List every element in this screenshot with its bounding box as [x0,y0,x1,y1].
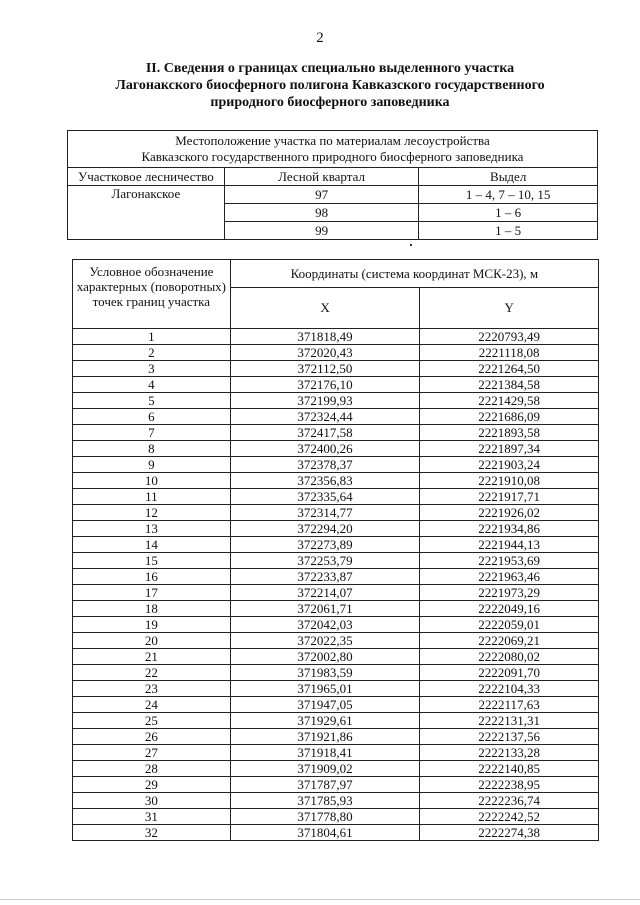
x-value: 371965,01 [230,681,420,697]
table-row [73,377,599,393]
point-number: 26 [73,729,231,745]
y-value: 2222117,63 [420,697,599,713]
table-row [73,489,599,505]
page-number: 2 [316,30,324,46]
point-number: 17 [73,585,231,601]
y-value: 2221926,02 [420,505,599,521]
coordinates-body [73,329,599,841]
point-number: 20 [73,633,231,649]
location-table [67,130,598,240]
scan-speck [410,244,412,246]
y-value: 2221963,46 [420,569,599,585]
y-value: 2221429,58 [420,393,599,409]
y-value: 2221973,29 [420,585,599,601]
y-value: 2221264,50 [420,361,599,377]
x-value: 371818,49 [230,329,420,345]
y-value: 2221893,58 [420,425,599,441]
x-value: 372253,79 [230,553,420,569]
x-value: 371983,59 [230,665,420,681]
table-row [73,633,599,649]
x-value: 372020,43 [230,345,420,361]
y-value: 2221910,08 [420,473,599,489]
point-number: 27 [73,745,231,761]
section-heading [100,60,560,111]
point-number: 19 [73,617,231,633]
point-number: 30 [73,793,231,809]
x-value: 372214,07 [230,585,420,601]
x-value: 372233,87 [230,569,420,585]
table-row [73,729,599,745]
y-value: 2222274,38 [420,825,599,841]
point-number: 9 [73,457,231,473]
y-value: 2221384,58 [420,377,599,393]
x-value: 372324,44 [230,409,420,425]
y-value: 2222236,74 [420,793,599,809]
col-header-kvartal: Лесной квартал [224,168,419,186]
heading-line-3: природного биосферного заповедника [210,95,450,110]
y-value: 2222104,33 [420,681,599,697]
x-value: 372022,35 [230,633,420,649]
table-row [73,649,599,665]
point-number: 28 [73,761,231,777]
point-number: 6 [73,409,231,425]
point-number: 18 [73,601,231,617]
kvartal-cell: 98 [224,204,419,222]
point-number: 29 [73,777,231,793]
x-value: 372335,64 [230,489,420,505]
y-value: 2222137,56 [420,729,599,745]
table-row [73,393,599,409]
x-value: 371804,61 [230,825,420,841]
table-row [73,425,599,441]
table-row [73,521,599,537]
x-value: 371929,61 [230,713,420,729]
table-row [73,777,599,793]
x-value: 371785,93 [230,793,420,809]
table-row [73,569,599,585]
location-header [68,131,598,168]
col-header-forestry: Участковое лесничество [68,168,225,186]
y-value: 2222080,02 [420,649,599,665]
page-edge [0,899,640,900]
x-value: 371778,80 [230,809,420,825]
x-value: 372417,58 [230,425,420,441]
point-number: 13 [73,521,231,537]
point-number: 31 [73,809,231,825]
x-value: 372112,50 [230,361,420,377]
x-value: 371909,02 [230,761,420,777]
table-row [73,585,599,601]
table-row [73,361,599,377]
table-row [73,553,599,569]
x-value: 372273,89 [230,537,420,553]
point-number: 15 [73,553,231,569]
table-row [73,601,599,617]
y-value: 2221934,86 [420,521,599,537]
table-row [73,505,599,521]
x-value: 372176,10 [230,377,420,393]
point-number: 5 [73,393,231,409]
y-value: 2222238,95 [420,777,599,793]
location-header-line-1: Местоположение участка по материалам лесоустройства [175,133,490,148]
location-row [68,186,598,204]
x-value: 371921,86 [230,729,420,745]
y-value: 2221118,08 [420,345,599,361]
col-header-vydel: Выдел [419,168,598,186]
x-value: 372199,93 [230,393,420,409]
y-value: 2222069,21 [420,633,599,649]
coordinates-table [72,259,599,841]
y-value: 2222131,31 [420,713,599,729]
point-number: 1 [73,329,231,345]
point-number: 10 [73,473,231,489]
y-header: Y [420,288,599,329]
kvartal-cell: 97 [224,186,419,204]
table-row [73,809,599,825]
location-header-line-2: Кавказского государственного природного биосферного заповедника [141,149,524,164]
heading-line-1: II. Сведения о границах специально выделенного участка [145,61,515,76]
table-row [73,793,599,809]
table-row [73,761,599,777]
y-value: 2221917,71 [420,489,599,505]
table-row [73,441,599,457]
point-number: 3 [73,361,231,377]
point-number: 23 [73,681,231,697]
table-row [73,665,599,681]
y-value: 2221897,34 [420,441,599,457]
kvartal-cell: 99 [224,222,419,240]
y-value: 2221903,24 [420,457,599,473]
table-row [73,409,599,425]
x-value: 372378,37 [230,457,420,473]
vydel-cell: 1 – 4, 7 – 10, 15 [419,186,598,204]
table-row [73,457,599,473]
x-value: 372061,71 [230,601,420,617]
table-row [73,537,599,553]
table-row [73,825,599,841]
point-number: 8 [73,441,231,457]
point-number: 32 [73,825,231,841]
y-value: 2222140,85 [420,761,599,777]
point-number: 24 [73,697,231,713]
table-row [73,697,599,713]
coords-header: Координаты (система координат МСК-23), м [230,260,598,288]
y-value: 2220793,49 [420,329,599,345]
x-value: 371918,41 [230,745,420,761]
table-row [73,617,599,633]
heading-line-2: Лагонакского биосферного полигона Кавказского государственного [115,78,545,93]
point-number: 7 [73,425,231,441]
point-number: 2 [73,345,231,361]
x-value: 372002,80 [230,649,420,665]
x-value: 372294,20 [230,521,420,537]
point-number: 21 [73,649,231,665]
table-row [73,681,599,697]
x-value: 371947,05 [230,697,420,713]
y-value: 2221953,69 [420,553,599,569]
y-value: 2221686,09 [420,409,599,425]
point-number: 16 [73,569,231,585]
point-number: 11 [73,489,231,505]
table-row [73,473,599,489]
table-row [73,713,599,729]
y-value: 2222091,70 [420,665,599,681]
y-value: 2222049,16 [420,601,599,617]
x-value: 372400,26 [230,441,420,457]
x-value: 372042,03 [230,617,420,633]
vydel-cell: 1 – 5 [419,222,598,240]
forestry-name: Лагонакское [68,186,225,240]
vydel-cell: 1 – 6 [419,204,598,222]
point-number: 25 [73,713,231,729]
x-header: X [230,288,420,329]
point-header: Условное обозначение характерных (поворотных) точек границ участка [73,260,231,329]
y-value: 2222133,28 [420,745,599,761]
y-value: 2222059,01 [420,617,599,633]
table-row [73,345,599,361]
y-value: 2222242,52 [420,809,599,825]
point-number: 14 [73,537,231,553]
table-row [73,329,599,345]
point-number: 12 [73,505,231,521]
point-number: 22 [73,665,231,681]
table-row [73,745,599,761]
x-value: 371787,97 [230,777,420,793]
y-value: 2221944,13 [420,537,599,553]
x-value: 372314,77 [230,505,420,521]
point-number: 4 [73,377,231,393]
x-value: 372356,83 [230,473,420,489]
